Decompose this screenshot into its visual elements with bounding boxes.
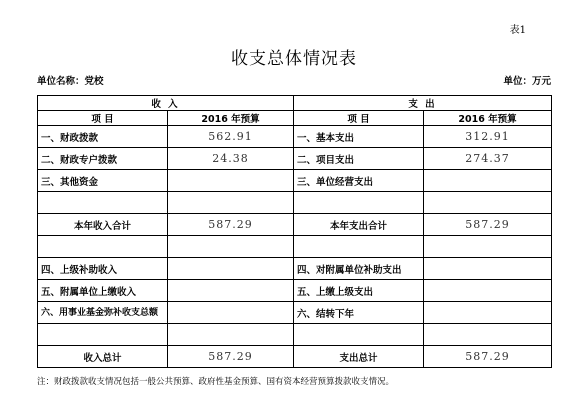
expense-value-cell [424,280,552,302]
table-row [38,302,552,324]
expense-value-cell [424,192,552,214]
expense-value-cell: 312.91 [424,126,552,148]
expense-section-header: 支 出 [294,96,552,111]
section-header-row [38,96,552,111]
expense-label-cell: 五、上缴上级支出 [294,280,424,302]
expense-label-cell [294,324,424,346]
table-row [38,236,552,258]
expense-subtotal-value: 587.29 [424,214,552,236]
income-label-cell [38,236,168,258]
expense-label-cell: 一、基本支出 [294,126,424,148]
expense-label-cell [294,192,424,214]
income-label-cell: 五、附属单位上缴收入 [38,280,168,302]
budget-summary-table [37,95,552,368]
column-header-row [38,111,552,126]
table-row [38,170,552,192]
income-budget-header: 2016 年预算 [168,111,294,126]
expense-value-cell [424,236,552,258]
income-label-cell: 四、上级补助收入 [38,258,168,280]
table-row [38,346,552,368]
expense-item-header: 项 目 [294,111,424,126]
expense-value-cell: 274.37 [424,148,552,170]
income-value-cell [168,192,294,214]
income-label-cell [38,192,168,214]
table-number-label: 表1 [509,25,526,36]
income-label-cell: 三、其他资金 [38,170,168,192]
expense-value-cell [424,302,552,324]
income-subtotal-label: 本年收入合计 [38,214,168,236]
income-item-header: 项 目 [38,111,168,126]
expense-value-cell [424,170,552,192]
income-section-header: 收 入 [38,96,294,111]
table-row [38,126,552,148]
page-title: 收支总体情况表 [231,49,357,69]
table-row [38,192,552,214]
expense-label-cell: 二、项目支出 [294,148,424,170]
income-label-cell: 六、用事业基金弥补收支总额 [38,302,168,324]
table-row [38,280,552,302]
unit-name-label: 单位名称：党校 [37,76,104,87]
expense-total-label: 支出总计 [294,346,424,368]
expense-label-cell [294,236,424,258]
income-value-cell [168,236,294,258]
income-value-cell [168,170,294,192]
income-label-cell: 一、财政拨款 [38,126,168,148]
table-row [38,324,552,346]
income-label-cell [38,324,168,346]
income-subtotal-value: 587.29 [168,214,294,236]
expense-label-cell: 四、对附属单位补助支出 [294,258,424,280]
expense-budget-header: 2016 年预算 [424,111,552,126]
income-total-label: 收入总计 [38,346,168,368]
income-value-cell [168,324,294,346]
unit-measure-label: 单位：万元 [503,76,551,87]
income-value-cell: 24.38 [168,148,294,170]
table-row [38,258,552,280]
income-value-cell [168,258,294,280]
expense-label-cell: 三、单位经营支出 [294,170,424,192]
table-meta-row [37,73,551,87]
expense-value-cell [424,258,552,280]
table-row [38,214,552,236]
income-value-cell [168,302,294,324]
table-row [38,148,552,170]
expense-total-value: 587.29 [424,346,552,368]
income-label-cell: 二、财政专户拨款 [38,148,168,170]
expense-label-cell: 六、结转下年 [294,302,424,324]
income-value-cell [168,280,294,302]
expense-subtotal-label: 本年支出合计 [294,214,424,236]
income-value-cell: 562.91 [168,126,294,148]
expense-value-cell [424,324,552,346]
footnote: 注：财政拨款收支情况包括一般公共预算、政府性基金预算、国有资本经营预算拨款收支情况。 [37,377,395,387]
income-total-value: 587.29 [168,346,294,368]
